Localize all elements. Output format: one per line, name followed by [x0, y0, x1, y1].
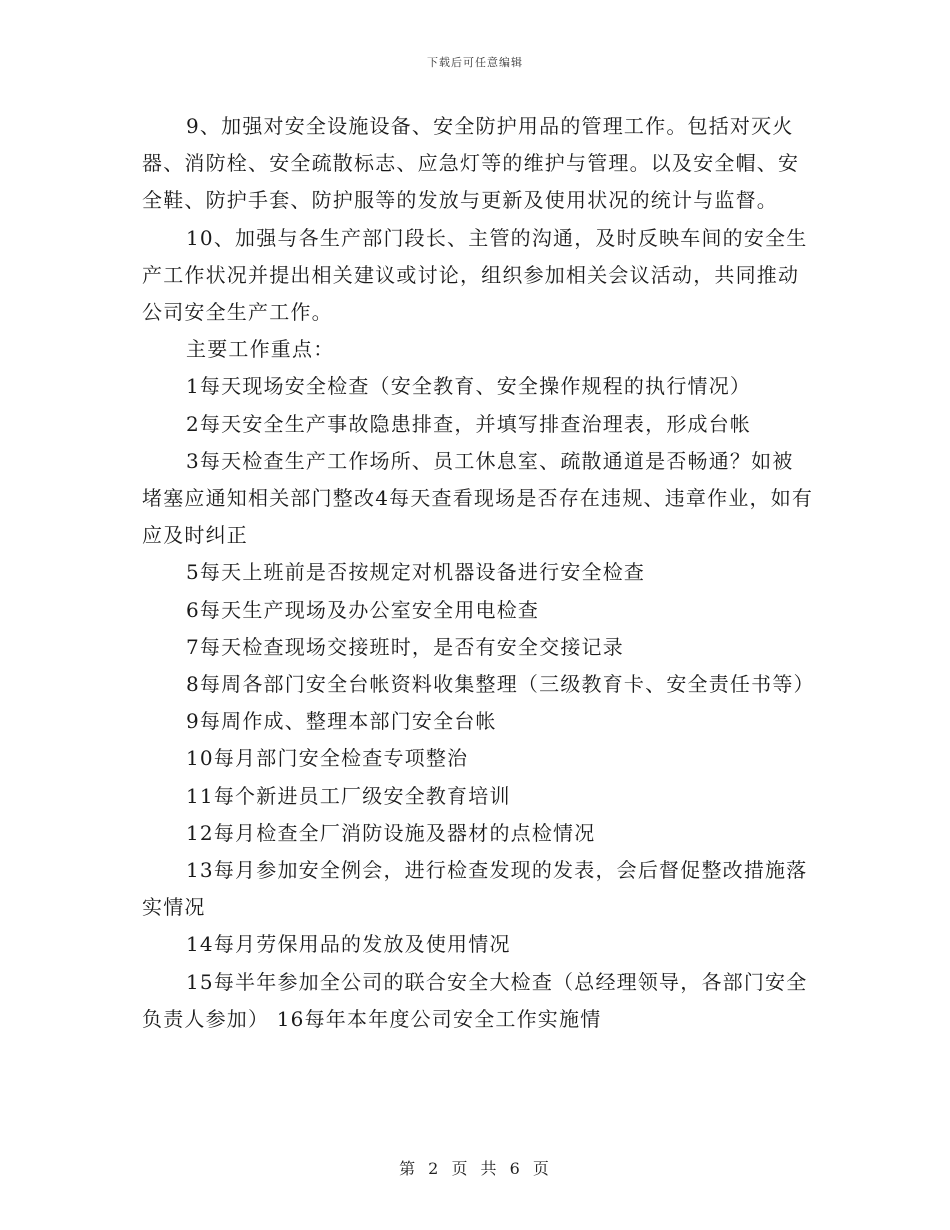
list-item: 5每天上班前是否按规定对机器设备进行安全检查	[186, 560, 646, 585]
list-item: 15每半年参加全公司的联合安全大检查（总经理领导，各部门安全负责人参加） 16每年本年度公司安全工作实施情	[142, 969, 808, 1031]
list-item: 7每天检查现场交接班时，是否有安全交接记录	[186, 634, 624, 659]
section-heading: 主要工作重点：	[186, 337, 335, 362]
list-item: 6每天生产现场及办公室安全用电检查	[186, 597, 540, 622]
paragraph: 9、加强对安全设施设备、安全防护用品的管理工作。包括对灭火器、消防栓、安全疏散标志、应急灯等的维护与管理。以及安全帽、安全鞋、防护手套、防护服等的发放与更新及使用状况的统计与监督。	[142, 114, 800, 213]
list-item: 13每月参加安全例会，进行检查发现的发表，会后督促整改措施落实情况	[142, 858, 808, 920]
list-item: 2每天安全生产事故隐患排查，并填写排查治理表，形成台帐	[186, 411, 752, 436]
paragraph: 10、加强与各生产部门段长、主管的沟通，及时反映车间的安全生产工作状况并提出相关建议或讨论，组织参加相关会议活动，共同推动公司安全生产工作。	[142, 225, 808, 325]
list-item: 14每月劳保用品的发放及使用情况	[186, 932, 511, 957]
list-item: 12每月检查全厂消防设施及器材的点检情况	[186, 820, 596, 845]
list-item: 3每天检查生产工作场所、员工休息室、疏散通道是否畅通？如被堵塞应通知相关部门整改4每天查看现场是否存在违规、违章作业，如有应及时纠正	[142, 448, 814, 548]
page-header: 下载后可任意编辑	[427, 56, 523, 69]
list-item: 8每周各部门安全台帐资料收集整理（三级教育卡、安全责任书等）	[186, 672, 815, 697]
list-item: 11每个新进员工厂级安全教育培训	[186, 783, 511, 808]
document-body	[142, 108, 814, 1038]
list-item: 9每周作成、整理本部门安全台帐	[186, 709, 497, 734]
list-item: 10每月部门安全检查专项整治	[186, 746, 469, 771]
page-number: 第 2 页 共 6 页	[399, 1159, 551, 1178]
list-item: 1每天现场安全检查（安全教育、安全操作规程的执行情况）	[186, 374, 752, 399]
